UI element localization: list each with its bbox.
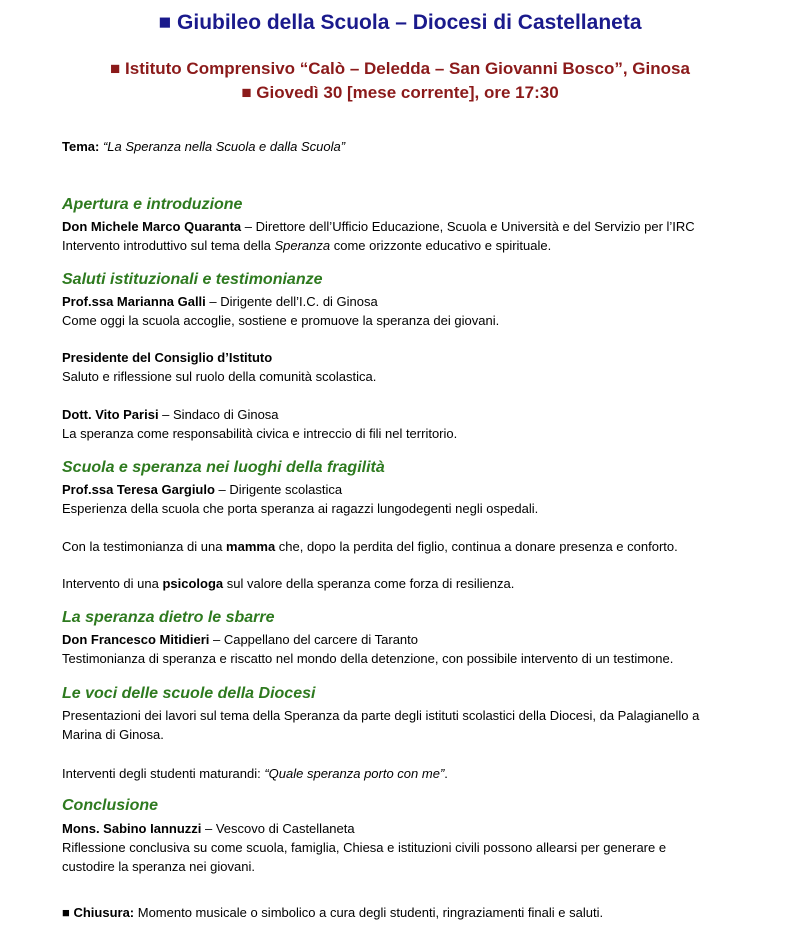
fragilita-block — [62, 480, 752, 518]
saluti-block-3 — [62, 405, 752, 443]
fragilita-mamma — [62, 537, 752, 556]
desc-bold: psicologa — [162, 576, 224, 591]
sbarre-block — [62, 630, 752, 668]
speaker-role: – Vescovo di Castellaneta — [201, 821, 355, 836]
section-heading-apertura: Apertura e introduzione — [62, 196, 243, 213]
speaker-role: – Dirigente dell’I.C. di Ginosa — [205, 294, 378, 309]
speaker-name: Don Francesco Mitidieri — [62, 632, 210, 647]
speaker-role: – Cappellano del carcere di Taranto — [209, 632, 418, 647]
speaker-name: Prof.ssa Marianna Galli — [62, 294, 206, 309]
speaker-name: Dott. Vito Parisi — [62, 407, 159, 422]
venue-line: ■ Istituto Comprensivo “Calò – Deledda – San Giovanni Bosco”, Ginosa — [110, 59, 690, 78]
speaker-role: – Direttore dell’Ufficio Educazione, Scuola e Università e del Servizio per l’IRC — [241, 219, 695, 234]
saluti-block-1 — [62, 292, 752, 330]
speaker-name: Mons. Sabino Iannuzzi — [62, 821, 202, 836]
apertura-block — [62, 217, 752, 255]
page-title: ■ Giubileo della Scuola – Diocesi di Castellaneta — [158, 11, 642, 34]
sbarre-desc: Testimonianza di speranza e riscatto nel mondo della detenzione, con possibile intervento di un testimone. — [62, 651, 674, 666]
chiusura-line — [62, 903, 752, 922]
speaker-role: – Sindaco di Ginosa — [158, 407, 279, 422]
saluti-speaker-line — [62, 292, 752, 311]
fragilita-psicologa — [62, 574, 752, 593]
chiusura-desc: Momento musicale o simbolico a cura degli studenti, ringraziamenti finali e saluti. — [134, 905, 604, 920]
voci-desc: Presentazioni dei lavori sul tema della Speranza da parte degli istituti scolastici della Diocesi, da Palagianello a Marina di Ginosa. — [62, 708, 700, 742]
fragilita-speaker-line — [62, 480, 752, 499]
date-line: ■ Giovedì 30 [mese corrente], ore 17:30 — [241, 83, 559, 102]
speaker-name: Prof.ssa Teresa Gargiulo — [62, 482, 215, 497]
desc-text: Intervento introduttivo sul tema della — [62, 238, 275, 253]
sbarre-speaker-line — [62, 630, 752, 649]
tema-value: “La Speranza nella Scuola e dalla Scuola” — [102, 139, 346, 154]
desc-text: . — [444, 766, 448, 781]
conclusione-speaker-line — [62, 819, 752, 838]
desc-bold: mamma — [226, 539, 276, 554]
apertura-speaker-line — [62, 217, 752, 236]
saluti-speaker-line — [62, 348, 752, 367]
desc-emphasis: “Quale speranza porto con me” — [264, 766, 445, 781]
chiusura-label: Chiusura: — [73, 905, 135, 920]
conclusione-desc: Riflessione conclusiva su come scuola, famiglia, Chiesa e istituzioni civili possono allearsi per generare e custodire la speranza nei giovani. — [62, 840, 667, 874]
saluti-desc: La speranza come responsabilità civica e intreccio di fili nel territorio. — [62, 426, 458, 441]
conclusione-block — [62, 819, 752, 876]
section-heading-saluti: Saluti istituzionali e testimonianze — [62, 271, 323, 288]
saluti-desc: Come oggi la scuola accoglie, sostiene e promuove la speranza dei giovani. — [62, 313, 500, 328]
desc-text: Interventi degli studenti maturandi: — [62, 766, 265, 781]
speaker-role: – Dirigente scolastica — [214, 482, 343, 497]
apertura-desc — [62, 236, 752, 255]
section-heading-conclusione: Conclusione — [62, 797, 159, 814]
speaker-name: Presidente del Consiglio d’Istituto — [62, 350, 273, 365]
desc-text: che, dopo la perdita del figlio, continua a donare presenza e conforto. — [275, 539, 678, 554]
voci-studenti — [62, 764, 752, 783]
section-heading-sbarre: La speranza dietro le sbarre — [62, 609, 275, 626]
speaker-name: Don Michele Marco Quaranta — [62, 219, 242, 234]
section-heading-fragilita: Scuola e speranza nei luoghi della fragilità — [62, 459, 385, 476]
square-bullet-icon: ■ — [62, 905, 74, 920]
saluti-speaker-line — [62, 405, 752, 424]
desc-text: Con la testimonianza di una — [62, 539, 227, 554]
desc-emphasis: Speranza — [274, 238, 331, 253]
section-heading-voci: Le voci delle scuole della Diocesi — [62, 685, 316, 702]
fragilita-desc: Esperienza della scuola che porta speranza ai ragazzi lungodegenti negli ospedali. — [62, 501, 539, 516]
desc-text: sul valore della speranza come forza di resilienza. — [223, 576, 515, 591]
saluti-block-2 — [62, 348, 752, 386]
desc-text: Intervento di una — [62, 576, 163, 591]
saluti-desc: Saluto e riflessione sul ruolo della comunità scolastica. — [62, 369, 377, 384]
desc-text: come orizzonte educativo e spirituale. — [330, 238, 552, 253]
tema-line — [62, 137, 752, 156]
tema-label: Tema: — [62, 139, 100, 154]
